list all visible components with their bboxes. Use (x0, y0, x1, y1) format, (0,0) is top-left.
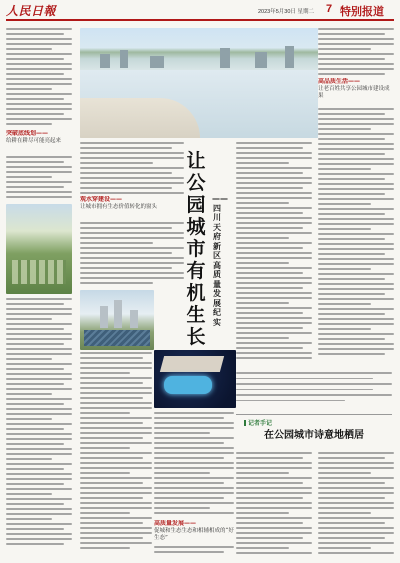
reporter-note-label: 记者手记 (248, 420, 273, 427)
skyline-building (120, 50, 128, 68)
article-column-mid-bottom (80, 352, 152, 556)
green-park-photo (6, 204, 72, 294)
headline-char: 有 (186, 260, 206, 282)
section-heading-right (318, 78, 394, 104)
headline-char: 公 (186, 172, 206, 194)
tower-building (130, 310, 138, 328)
headline-char: 生 (186, 304, 206, 326)
page-section-name: 特别报道 (340, 5, 384, 18)
skyline-building (285, 46, 294, 68)
section-subheading: 促城和生态生态和相辅相成的“好生态” (154, 528, 234, 541)
masthead-rule (6, 19, 394, 21)
credits-box (236, 372, 392, 412)
article-column-left-bottom (6, 298, 72, 556)
section-subheading: 给耕在耕尽可能亮起来 (6, 138, 62, 144)
section-heading: 高质量发展—— (154, 520, 197, 527)
headline-title (186, 150, 206, 348)
lit-pool (164, 376, 212, 394)
article-column-mid-top (80, 142, 184, 194)
masthead (6, 3, 394, 19)
beach-area (80, 98, 200, 138)
article-column-left-mid (6, 156, 72, 202)
section-heading-mid (80, 196, 184, 218)
article-column-center-tail (154, 546, 234, 558)
solar-rooftop-photo (80, 290, 154, 350)
section-divider (236, 414, 392, 415)
headline-char: 市 (186, 238, 206, 260)
section-heading: 突破底线划—— (6, 130, 49, 137)
headline-char: 城 (186, 216, 206, 238)
tower-building (114, 300, 122, 328)
headline-subtitle: ——四川天府新区高质量发展纪实 (212, 194, 228, 327)
section-subheading: 让城市拥有生态价值转化的窗头 (80, 204, 158, 210)
tower-building (100, 306, 108, 328)
section-heading: 高品质生活—— (318, 78, 361, 85)
newspaper-logo: 人民日報 (6, 4, 57, 18)
issue-date: 2023年5月30日 星期二 (258, 9, 314, 15)
section-heading-mid-2 (154, 520, 234, 542)
headline-char: 园 (186, 194, 206, 216)
headline-char: 机 (186, 282, 206, 304)
headline-char: 让 (186, 150, 206, 172)
reporter-note-title: 在公园城市诗意地栖居 (264, 430, 364, 441)
page-number: 7 (326, 3, 333, 15)
skyline-building (220, 48, 230, 68)
reporter-note-column-b (318, 452, 394, 558)
reporter-note-column-a (236, 452, 312, 558)
section-subheading: 让老百姓共享公园城市建设成果 (318, 86, 390, 99)
article-column-far-right-top (318, 28, 394, 76)
section-heading-left (6, 130, 72, 154)
night-pool-photo (154, 350, 236, 408)
article-column-center-bottom (154, 412, 234, 518)
building-roof (160, 356, 224, 372)
article-column-right-a (236, 142, 312, 368)
headline-char: 长 (186, 326, 206, 348)
article-column-mid-mid (80, 222, 184, 286)
section-heading: 观水穿建设—— (80, 196, 123, 203)
article-column-left-top (6, 28, 72, 128)
lakeside-city-photo (80, 28, 318, 138)
field-grid (12, 260, 66, 284)
solar-panels (84, 330, 150, 346)
article-column-far-right (318, 108, 394, 370)
skyline-building (150, 56, 164, 68)
skyline-building (255, 52, 267, 68)
skyline-building (100, 54, 110, 68)
